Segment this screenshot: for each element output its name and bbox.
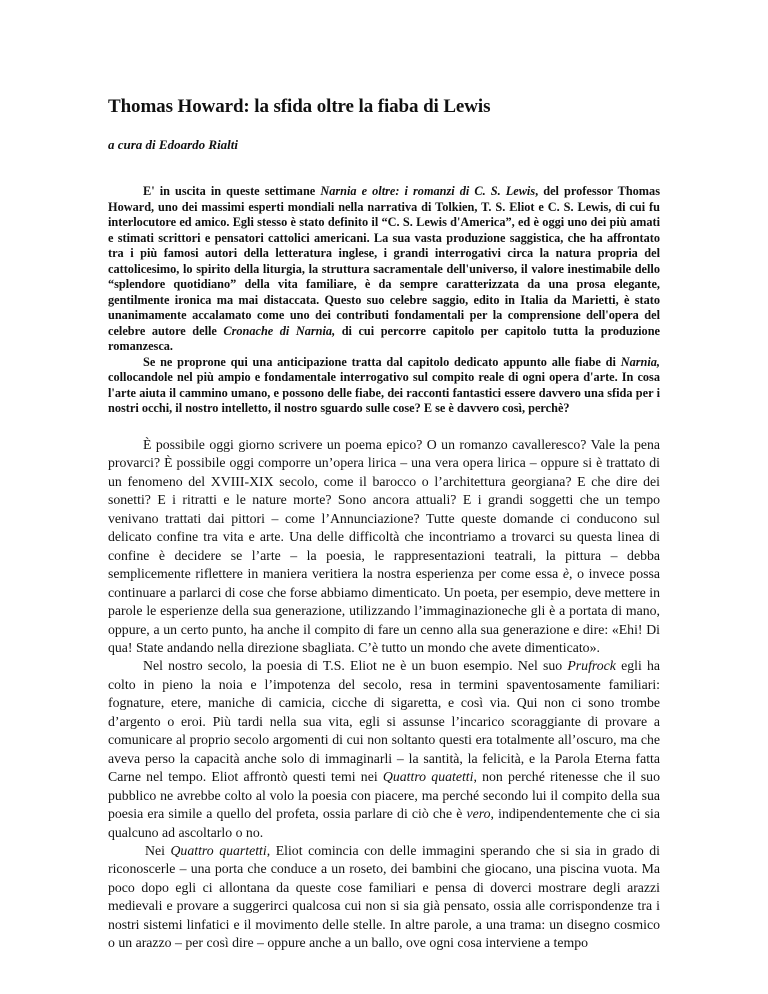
text-run: , del professor Thomas Howard, uno dei massimi esperti mondiali nella narrativa di Tolkien, T. S. Eliot e C. S. Lewis, di cui fu interlocutore ed amico. Egli stesso è stato definito il “C. S. Lewis d'America”, ed è oggi uno dei più amati e stimati scrittori e pensatori cattolici americani. La sua vasta produzione saggistica, che ha affrontato tra i più famosi autori della letteratura inglese, i grandi interrogativi circa la natura propria del cattolicesimo, lo spirito della liturgia, la struttura sacramentale dell'universo, il valore inestimabile dello “splendore quotidiano” della vita familiare, è da sempre caratterizzata da una prosa elegante, gentilmente ironica ma mai distaccata. Questo suo celebre saggio, edito in Italia da Marietti, è stato unanimamente accalamato come uno dei contributi fondamentali per la comprensione dell'opera del celebre autore delle [108,184,660,338]
body-paragraph [108,436,660,657]
text-run: collocandole nel più ampio e fondamentale interrogativo sul compito reale di ogni opera d'arte. In cosa l'arte aiuta il cammino umano, e possono delle fiabe, dei racconti fantastici essere davvero una sfida per i nostri occhi, il nostro intelletto, il nostro sguardo sulle cose? E se è davvero così, perchè? [108,370,660,415]
italic-text-run: Narnia, [620,354,660,369]
italic-text-run: è [562,566,570,582]
text-run: , o invece possa continuare a parlarci di cose che forse abbiamo dimenticato. Un poeta, per esempio, deve mettere in parole le esperienze della sua generazione, utilizzando l’immaginazioneche gli è a portata di mano, oppure, a un certo punto, ha anche il compito di fare un cenno alla sua generazione e dire: «Ehi! Di qua! State andando nella direzione sbagliata. C’è tutto un mondo che avete dimenticato». [108,566,660,655]
article-title: Thomas Howard: la sfida oltre la fiaba di Lewis [108,96,491,117]
italic-text-run: Narnia e oltre: i romanzi di C. S. Lewis [320,184,536,198]
text-run: egli ha colto in pieno la noia e l’impotenza del secolo, resa in termini spaventosamente familiari: fognature, etere, maniche di camicia, cicche di sigaretta, e così via. Qui non ci sono trombe d’argento o eroi. Più tardi nella sua vita, egli si assunse l’incarico scoraggiante di provare a comunicare al proprio secolo argomenti di cui non soltanto questi era totalmente all’oscuro, ma che aveva perso la capacità anche solo di immaginarli – la santità, la felicità, e la Parola Eterna fatta Carne nel tempo. Eliot affrontò questi temi nei [108,658,660,785]
text-run: , indipendentemente che ci sia qualcuno ad ascoltarlo o no. [108,806,660,840]
text-run: È possibile oggi giorno scrivere un poema epico? O un romanzo cavalleresco? Vale la pena provarci? È possibile oggi comporre un’opera lirica – una vera opera lirica – oppure si è trattato di un fenomeno del XVIII-XIX secolo, come il barocco o l’architettura georgiana? E che dire dei sonetti? E i ritratti e le nature morte? Sono ancora attuali? E i grandi soggetti che un tempo venivano trattati dai pittori – come l’Annunciazione? Tutte queste domande ci conducono sul delicato confine tra vita e arte. Una delle difficoltà che incontriamo a trovarci su questa linea di confine è decidere se l’arte – la poesia, le rappresentazioni teatrali, la pittura – debba semplicemente riflettere in maniera veritiera la nostra esperienza per come essa [108,437,660,582]
text-run: E' in uscita in queste settimane [143,184,321,198]
text-run: Nel nostro secolo, la poesia di T.S. Eliot ne è un buon esempio. Nel suo [143,658,568,674]
body-paragraph [108,657,660,842]
article-body [108,436,660,953]
italic-text-run: Quattro quatetti [382,769,474,785]
italic-text-run: Prufrock [567,658,616,674]
text-run: , non perché ritenesse che il suo pubblico ne avrebbe colto al volo la poesia con piacere, ma perché secondo lui il compito della sua poesia era simile a quello del profeta, ossia parlare di ciò che è [108,769,660,822]
body-paragraph [108,842,660,953]
italic-text-run: Cronache di Narnia, [223,323,336,338]
text-run: , Eliot comincia con delle immagini sperando che si sia in grado di riconoscerle – una porta che conduce a un roseto, dei bambini che giocano, una piscina vuota. Ma poco dopo egli ci allontana da queste cose familiari e pensa di doverci mostrare degli arazzi medievali e provare a suggerirci qualcosa cui non si sia già pensato, ossia alle corrispondenze tra i nostri sistemi linfatici e il movimento delle stelle. In altre parole, a una trama: un disegno cosmico o un arazzo – per così dire – oppure anche a un ballo, ove ogni cosa interviene a tempo [108,842,660,951]
text-run: Nei [145,842,171,858]
intro-section [108,184,660,417]
text-run: di cui percorre capitolo per capitolo tutta la produzione romanzesca. [108,323,661,353]
italic-text-run: Quattro quartetti [170,842,267,858]
italic-text-run: vero [466,806,491,822]
text-run: Se ne proprone qui una anticipazione tratta dal capitolo dedicato appunto alle fiabe di [143,354,621,369]
byline: a cura di Edoardo Rialti [108,137,239,152]
intro-paragraph [108,184,660,355]
intro-paragraph [108,355,660,417]
